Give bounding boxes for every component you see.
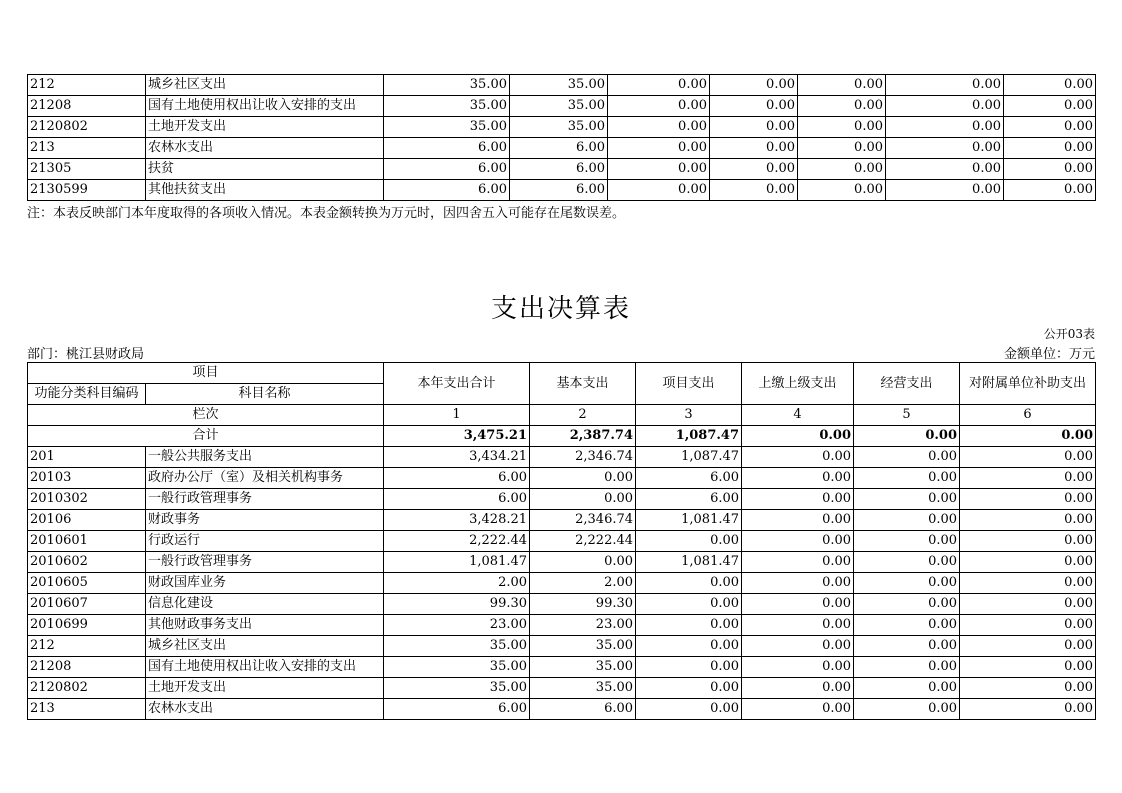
subject-code: 2130599 [28,180,146,201]
table-row [28,489,1096,510]
amount-cell: 0.00 [1004,75,1096,96]
amount-cell: 0.00 [886,75,1004,96]
amount-cell: 0.00 [886,180,1004,201]
amount-cell: 6.00 [384,159,510,180]
amount-cell: 0.00 [1004,138,1096,159]
table-row [28,159,1096,180]
subject-name: 扶贫 [146,159,384,180]
amount-cell: 0.00 [798,75,886,96]
subject-code: 2010605 [28,573,146,594]
amount-cell: 3,434.21 [384,447,530,468]
amount-cell: 35.00 [384,96,510,117]
amount-cell: 1,081.47 [384,552,530,573]
amount-cell: 1,081.47 [636,552,742,573]
subject-name: 其他扶贫支出 [146,180,384,201]
table-row [28,447,1096,468]
amount-cell: 0.00 [608,180,710,201]
amount-cell: 0.00 [1004,159,1096,180]
total-label: 合计 [28,426,384,447]
subject-code: 21208 [28,96,146,117]
amount-cell: 0.00 [742,657,854,678]
table-row [28,573,1096,594]
total-value: 0.00 [854,426,960,447]
amount-cell: 0.00 [1004,117,1096,138]
amount-cell: 0.00 [798,138,886,159]
amount-cell: 0.00 [854,447,960,468]
amount-cell: 35.00 [530,678,636,699]
amount-cell: 0.00 [960,636,1096,657]
amount-cell: 0.00 [530,552,636,573]
amount-cell: 0.00 [798,159,886,180]
table-row [28,96,1096,117]
amount-cell: 0.00 [608,159,710,180]
amount-cell: 35.00 [384,75,510,96]
amount-cell: 0.00 [854,678,960,699]
total-value: 0.00 [742,426,854,447]
amount-cell: 6.00 [510,180,608,201]
income-table-note: 注：本表反映部门本年度取得的各项收入情况。本表金额转换为万元时，因四舍五入可能存在尾数误差。 [27,206,626,221]
amount-cell: 0.00 [960,615,1096,636]
amount-cell: 3,428.21 [384,510,530,531]
amount-cell: 35.00 [384,678,530,699]
amount-cell: 1,081.47 [636,510,742,531]
amount-cell: 0.00 [742,552,854,573]
amount-cell: 0.00 [636,678,742,699]
amount-cell: 2.00 [530,573,636,594]
amount-cell: 0.00 [710,75,798,96]
amount-cell: 0.00 [710,117,798,138]
amount-cell: 0.00 [742,468,854,489]
amount-cell: 0.00 [608,96,710,117]
amount-cell: 23.00 [530,615,636,636]
subject-name: 城乡社区支出 [146,636,384,657]
subject-code: 212 [28,75,146,96]
header-col-operating: 经营支出 [854,363,960,405]
subject-code: 201 [28,447,146,468]
subject-name: 土地开发支出 [146,117,384,138]
amount-cell: 0.00 [742,615,854,636]
table-row [28,678,1096,699]
subject-code: 2120802 [28,678,146,699]
amount-cell: 6.00 [510,138,608,159]
amount-cell: 0.00 [742,447,854,468]
table-row [28,657,1096,678]
amount-cell: 0.00 [960,573,1096,594]
amount-unit-label: 金额单位：万元 [1003,347,1095,362]
amount-cell: 0.00 [710,180,798,201]
amount-cell: 6.00 [384,468,530,489]
amount-cell: 0.00 [960,447,1096,468]
row-label: 栏次 [28,405,384,426]
subject-code: 20106 [28,510,146,531]
amount-cell: 0.00 [1004,180,1096,201]
table-row [28,180,1096,201]
amount-cell: 0.00 [636,531,742,552]
subject-name: 信息化建设 [146,594,384,615]
amount-cell: 0.00 [960,678,1096,699]
table-row [28,552,1096,573]
amount-cell: 0.00 [960,510,1096,531]
expenditure-table [27,362,1096,720]
amount-cell: 0.00 [960,657,1096,678]
header-item: 项目 [28,363,384,384]
amount-cell: 0.00 [886,96,1004,117]
amount-cell: 0.00 [710,96,798,117]
subject-name: 一般公共服务支出 [146,447,384,468]
col-num: 5 [854,405,960,426]
table-row [28,636,1096,657]
amount-cell: 0.00 [886,159,1004,180]
subject-code: 2010699 [28,615,146,636]
amount-cell: 0.00 [798,96,886,117]
amount-cell: 0.00 [854,573,960,594]
subject-code: 2010607 [28,594,146,615]
amount-cell: 0.00 [886,138,1004,159]
total-row [28,426,1096,447]
department-label: 部门：桃江县财政局 [27,347,145,362]
amount-cell: 0.00 [854,531,960,552]
subject-code: 21208 [28,657,146,678]
amount-cell: 0.00 [854,657,960,678]
amount-cell: 6.00 [384,180,510,201]
amount-cell: 0.00 [854,510,960,531]
income-table-continuation [27,74,1096,201]
subject-name: 政府办公厅（室）及相关机构事务 [146,468,384,489]
amount-cell: 0.00 [636,636,742,657]
amount-cell: 6.00 [636,489,742,510]
amount-cell: 0.00 [854,594,960,615]
total-value: 2,387.74 [530,426,636,447]
table-row [28,468,1096,489]
amount-cell: 2,346.74 [530,447,636,468]
amount-cell: 6.00 [384,699,530,720]
amount-cell: 2,222.44 [530,531,636,552]
subject-code: 2010302 [28,489,146,510]
subject-name: 国有土地使用权出让收入安排的支出 [146,96,384,117]
amount-cell: 6.00 [636,468,742,489]
col-num: 3 [636,405,742,426]
col-num: 4 [742,405,854,426]
amount-cell: 0.00 [742,699,854,720]
amount-cell: 35.00 [530,636,636,657]
amount-cell: 0.00 [854,552,960,573]
amount-cell: 35.00 [384,117,510,138]
subject-code: 2010601 [28,531,146,552]
amount-cell: 35.00 [384,657,530,678]
amount-cell: 0.00 [742,573,854,594]
amount-cell: 0.00 [854,699,960,720]
amount-cell: 0.00 [710,138,798,159]
amount-cell: 0.00 [960,552,1096,573]
header-name: 科目名称 [146,384,384,405]
amount-cell: 0.00 [742,510,854,531]
col-num: 6 [960,405,1096,426]
amount-cell: 2,222.44 [384,531,530,552]
subject-code: 213 [28,699,146,720]
amount-cell: 0.00 [960,489,1096,510]
subject-name: 行政运行 [146,531,384,552]
amount-cell: 0.00 [742,489,854,510]
amount-cell: 35.00 [384,636,530,657]
subject-name: 财政国库业务 [146,573,384,594]
amount-cell: 35.00 [510,117,608,138]
amount-cell: 99.30 [530,594,636,615]
page-title: 支出决算表 [490,294,631,324]
amount-cell: 0.00 [636,573,742,594]
subject-code: 2120802 [28,117,146,138]
col-num: 1 [384,405,530,426]
subject-name: 一般行政管理事务 [146,552,384,573]
amount-cell: 0.00 [742,636,854,657]
amount-cell: 23.00 [384,615,530,636]
amount-cell: 0.00 [960,699,1096,720]
subject-name: 农林水支出 [146,699,384,720]
amount-cell: 0.00 [608,138,710,159]
header-row-1 [28,363,1096,384]
amount-cell: 6.00 [530,699,636,720]
header-col-total: 本年支出合计 [384,363,530,405]
amount-cell: 0.00 [530,489,636,510]
total-value: 0.00 [960,426,1096,447]
table-row [28,615,1096,636]
amount-cell: 0.00 [798,180,886,201]
amount-cell: 0.00 [1004,96,1096,117]
table-row [28,138,1096,159]
subject-name: 农林水支出 [146,138,384,159]
subject-name: 土地开发支出 [146,678,384,699]
amount-cell: 2.00 [384,573,530,594]
subject-name: 其他财政事务支出 [146,615,384,636]
amount-cell: 0.00 [854,468,960,489]
amount-cell: 0.00 [886,117,1004,138]
amount-cell: 35.00 [530,657,636,678]
column-number-row [28,405,1096,426]
header-col-subsidy: 对附属单位补助支出 [960,363,1096,405]
table-row [28,510,1096,531]
amount-cell: 0.00 [636,699,742,720]
amount-cell: 0.00 [742,531,854,552]
header-col-remit: 上缴上级支出 [742,363,854,405]
amount-cell: 35.00 [510,75,608,96]
table-row [28,117,1096,138]
form-number: 公开03表 [1043,327,1095,341]
amount-cell: 0.00 [636,657,742,678]
subject-code: 20103 [28,468,146,489]
amount-cell: 2,346.74 [530,510,636,531]
header-code: 功能分类科目编码 [28,384,146,405]
subject-name: 城乡社区支出 [146,75,384,96]
subject-code: 21305 [28,159,146,180]
amount-cell: 0.00 [608,75,710,96]
amount-cell: 0.00 [608,117,710,138]
total-value: 1,087.47 [636,426,742,447]
amount-cell: 6.00 [384,138,510,159]
table-row [28,594,1096,615]
amount-cell: 99.30 [384,594,530,615]
amount-cell: 0.00 [636,615,742,636]
amount-cell: 0.00 [742,594,854,615]
amount-cell: 0.00 [710,159,798,180]
table-row [28,75,1096,96]
subject-name: 财政事务 [146,510,384,531]
amount-cell: 0.00 [530,468,636,489]
amount-cell: 0.00 [960,531,1096,552]
header-col-basic: 基本支出 [530,363,636,405]
subject-name: 国有土地使用权出让收入安排的支出 [146,657,384,678]
amount-cell: 6.00 [510,159,608,180]
amount-cell: 0.00 [960,594,1096,615]
amount-cell: 1,087.47 [636,447,742,468]
subject-code: 2010602 [28,552,146,573]
amount-cell: 0.00 [854,636,960,657]
amount-cell: 0.00 [798,117,886,138]
table-row [28,531,1096,552]
subject-code: 212 [28,636,146,657]
amount-cell: 6.00 [384,489,530,510]
amount-cell: 0.00 [636,594,742,615]
col-num: 2 [530,405,636,426]
amount-cell: 0.00 [854,615,960,636]
header-col-project: 项目支出 [636,363,742,405]
subject-name: 一般行政管理事务 [146,489,384,510]
table-row [28,699,1096,720]
amount-cell: 0.00 [742,678,854,699]
total-value: 3,475.21 [384,426,530,447]
subject-code: 213 [28,138,146,159]
amount-cell: 0.00 [854,489,960,510]
amount-cell: 35.00 [510,96,608,117]
amount-cell: 0.00 [960,468,1096,489]
